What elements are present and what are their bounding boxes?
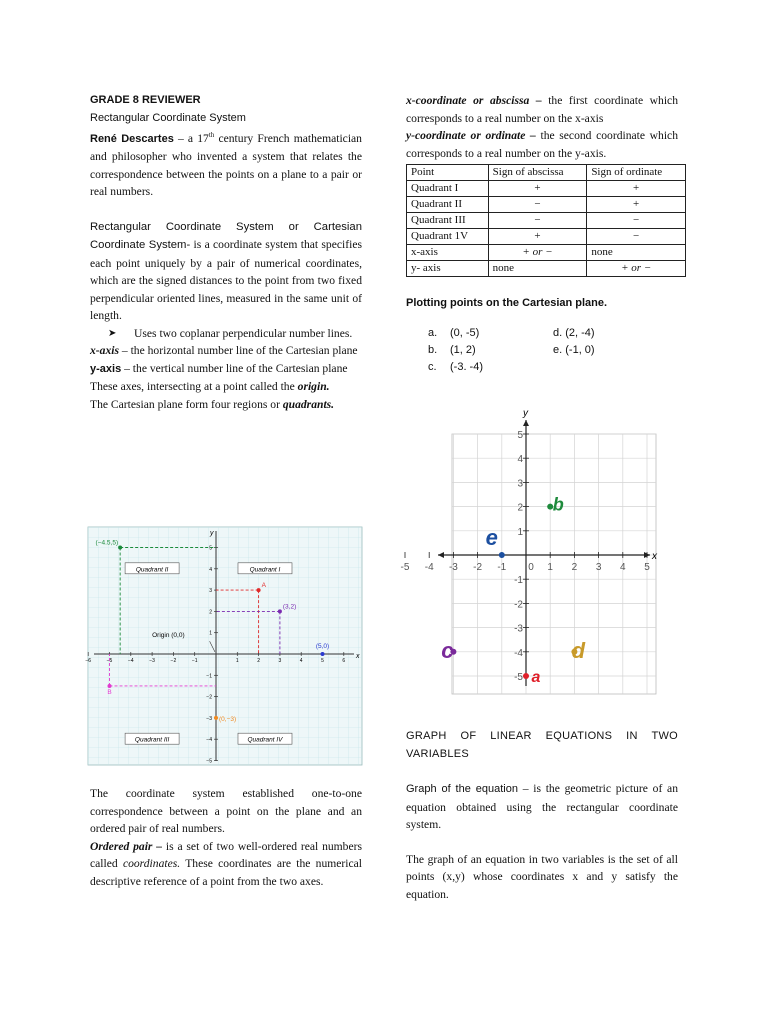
right-column [406,92,678,376]
y-tick-label: 1 [209,630,212,637]
x-tick-label: -3 [448,562,458,573]
table-cell: Quadrant III [407,213,489,229]
y-tick-label: −3 [206,715,212,722]
table-cell: none [587,245,686,261]
x-tick-label: −4 [127,658,134,664]
graph-two-vars-paragraph: The graph of an equation in two variables is the set of all points (x,y) whose coordinates x and y satisfy the equation. [406,852,678,901]
y-tick-label: −1 [206,673,212,680]
sign-table [406,164,686,277]
descartes-text-a: – a 17 [173,131,209,145]
x-tick-label: −3 [149,658,155,664]
ycoord-definition: the second coordinate which corresponds to a real number on the y-axis. [406,129,678,160]
page-heading: GRADE 8 REVIEWER [90,94,201,106]
rcs-term: Rectangular Coordinate System or Cartesian Coordinate System- [90,220,362,252]
list-item [553,325,678,342]
y-tick-label: −5 [206,758,212,765]
x-tick-label: 5 [644,562,650,573]
table-cell: + [587,181,686,197]
bullet-text: Uses two coplanar perpendicular number lines. [134,326,353,340]
x-axis-label: x [652,551,657,562]
x-tick-label: -1 [497,562,507,573]
list-item [553,342,678,359]
quadrants-term: quadrants. [282,397,335,411]
list-item-value: (0, -5) [450,326,480,339]
plane-text: The Cartesian plane form four regions or [90,397,283,411]
y-tick-label: -2 [514,599,523,611]
graph-heading: GRAPH OF LINEAR EQUATIONS IN TWO VARIABLES [406,730,678,760]
x-tick-label: 0 [528,562,534,573]
yaxis-term: y-axis [90,362,122,375]
descartes-name: René Descartes [90,132,174,145]
left-column-lower [90,785,362,890]
x-axis-label: x [356,653,360,660]
y-tick-label: 1 [517,526,523,538]
list-item-label: b. [428,343,438,356]
bullet-item [90,325,362,343]
point-label: B [107,688,112,696]
plotted-point [214,716,218,720]
quadrant-label: Quadrant II [135,566,169,574]
y-tick-label: −2 [206,694,212,701]
table-row [407,181,686,197]
rcs-definition: is a coordinate system that specifies each point uniquely by a pair of numerical coordinates, which are the signed distances to the point from two fixed perpendicular oriented lines, measured in the same unit of length. [90,238,362,323]
table-row [407,197,686,213]
table-cell: Quadrant 1V [407,229,489,245]
ordered-pair-text-b: These coordinates are the numerical descriptive reference of a point from the two axes. [90,857,363,888]
table-cell: + [587,197,686,213]
plotted-point [118,546,122,550]
graph-eq-definition: – is the geometric picture of an equation obtained using the rectangular coordinate system. [406,782,678,831]
x-tick-label: 2 [571,562,578,573]
xaxis-definition: – the horizontal number line of the Cartesian plane [118,344,358,358]
y-tick-label: -4 [514,647,523,659]
x-tick-label: −6 [85,658,92,664]
y-tick-label: -5 [514,672,523,683]
y-tick-label: 2 [209,609,212,616]
one-to-one-paragraph: The coordinate system established one-to-one correspondence between a point on the plane and an ordered pair of real numbers. [90,787,362,835]
x-tick-label: −2 [170,658,177,664]
x-tick-label: 4 [620,562,626,573]
section-subheading: Rectangular Coordinate System [90,111,246,124]
plane-paragraph [90,396,362,414]
table-cell: + [488,229,587,245]
table-row [407,213,686,229]
y-tick-label: 3 [517,478,523,490]
yaxis-definition: – the vertical number line of the Cartesian plane [121,361,348,375]
y-axis-label: y [523,408,528,419]
list-item [428,342,553,359]
list-item [428,325,553,342]
descartes-paragraph [90,127,362,201]
yaxis-paragraph [90,360,362,379]
arrow-bullet-icon: ➤ [108,327,117,339]
list-item-value: (2, -4) [565,326,595,339]
y-axis-label: y [210,530,214,537]
table-cell: y- axis [407,261,489,277]
list-item-value: (-3. -4) [450,360,483,373]
table-cell: − [587,213,686,229]
list-item-value: (-1, 0) [565,343,595,356]
x-tick-label: -2 [473,562,483,573]
y-tick-label: 4 [209,566,212,573]
quadrant-label: Quadrant IV [247,736,283,744]
plotted-point [278,609,282,613]
xcoord-term: x-coordinate or abscissa – [406,94,542,107]
x-tick-label: 3 [595,562,602,573]
plotted-point [321,652,325,656]
y-tick-label: -3 [514,623,523,635]
left-column [90,92,362,413]
point-label: (3,2) [282,603,297,611]
table-cell: + or − [587,261,686,277]
ycoord-term: y-coordinate or ordinate – [406,129,536,142]
xcoord-paragraph [406,92,678,127]
xaxis-paragraph [90,342,362,360]
y-axis-up-arrow-icon [523,420,529,426]
descartes-text-b: century French mathematician and philosopher who invented a system that relates the correspondence between the points on a plane to a pair or real numbers. [90,131,362,199]
y-tick-label: 3 [209,588,212,595]
axes-text: These axes, intersecting at a point called the [90,380,298,394]
descartes-sup: th [208,131,215,139]
right-column-lower [406,728,678,903]
y-tick-label: −4 [206,737,212,744]
handwritten-point-label: a [531,669,541,686]
plotted-point [257,588,261,592]
handwritten-point-label: c [441,637,454,663]
list-item-label: a. [428,326,438,339]
quadrant-label: Quadrant III [134,736,170,744]
table-cell: − [488,197,587,213]
x-tick-label: −5 [106,658,113,664]
y-tick-label: 5 [517,430,523,441]
plotted-point [523,673,529,679]
plotting-heading: Plotting points on the Cartesian plane. [406,297,608,309]
x-tick-label: 3 [278,658,282,664]
table-cell: x-axis [407,245,489,261]
table-row [407,229,686,245]
list-item-value: (1, 2) [450,343,476,356]
points-list-col-1 [406,325,553,376]
coordinates-term: coordinates. [122,857,181,870]
origin-label: Origin (0,0) [152,631,185,639]
axes-paragraph [90,378,362,396]
table-row [407,261,686,277]
x-axis-left-arrow-icon [438,552,444,558]
x-tick-label: 4 [299,658,303,664]
table-cell: none [488,261,587,277]
list-item-label: c. [428,360,437,373]
rcs-paragraph [90,218,362,325]
point-label: A [261,582,266,590]
table-cell: + [488,181,587,197]
list-item-label: d. [553,326,563,339]
point-label: (0,−3) [219,715,237,723]
x-tick-label: −1 [191,658,198,664]
handwritten-point-label: e [485,525,498,550]
xcoord-definition: the first coordinate which corresponds to a real number on the x-axis [406,94,678,125]
y-tick-label: 2 [517,502,523,514]
x-tick-label: 5 [321,658,324,664]
x-tick-label: 2 [257,658,260,664]
xaxis-term: x-axis [90,344,119,358]
handwritten-point-label: d [571,637,586,663]
plot-figure [400,404,660,694]
graph-eq-term: Graph of the equation [406,783,518,795]
handwritten-point-label: b [552,494,564,515]
point-label: (−4.5,5) [95,539,119,547]
ordered-pair-text-a: is a set of two well-ordered real numbers called [90,839,362,870]
origin-term: origin. [297,380,330,394]
plotted-point [499,552,505,558]
y-tick-label: 4 [517,454,523,466]
y-tick-label: 5 [209,545,212,552]
table-cell: + or − [488,245,587,261]
table-row [407,245,686,261]
y-tick-label: -1 [514,575,523,587]
table-cell: Quadrant II [407,197,489,213]
x-tick-label: 1 [547,562,553,573]
table-header-cell: Sign of abscissa [488,165,587,181]
ordered-pair-term: Ordered pair – [90,839,163,853]
table-header-cell: Sign of ordinate [587,165,686,181]
table-cell: − [488,213,587,229]
graph-eq-paragraph [406,780,678,834]
table-header-cell: Point [407,165,489,181]
ycoord-paragraph [406,127,678,162]
points-list-col-2 [553,325,678,376]
point-label: (5,0) [315,643,330,650]
x-tick-label: 6 [342,658,346,664]
table-cell: − [587,229,686,245]
x-tick-label: -5 [400,562,410,573]
quadrant-figure [85,527,362,765]
points-list [406,325,678,376]
table-header-row [407,165,686,181]
list-item [428,359,553,376]
x-tick-label: -4 [424,562,434,573]
list-item-label: e. [553,343,563,356]
quadrant-label: Quadrant I [249,566,281,574]
table-cell: Quadrant I [407,181,489,197]
ordered-pair-paragraph [90,838,362,891]
x-tick-label: 1 [235,658,239,664]
plotted-point [108,684,112,688]
